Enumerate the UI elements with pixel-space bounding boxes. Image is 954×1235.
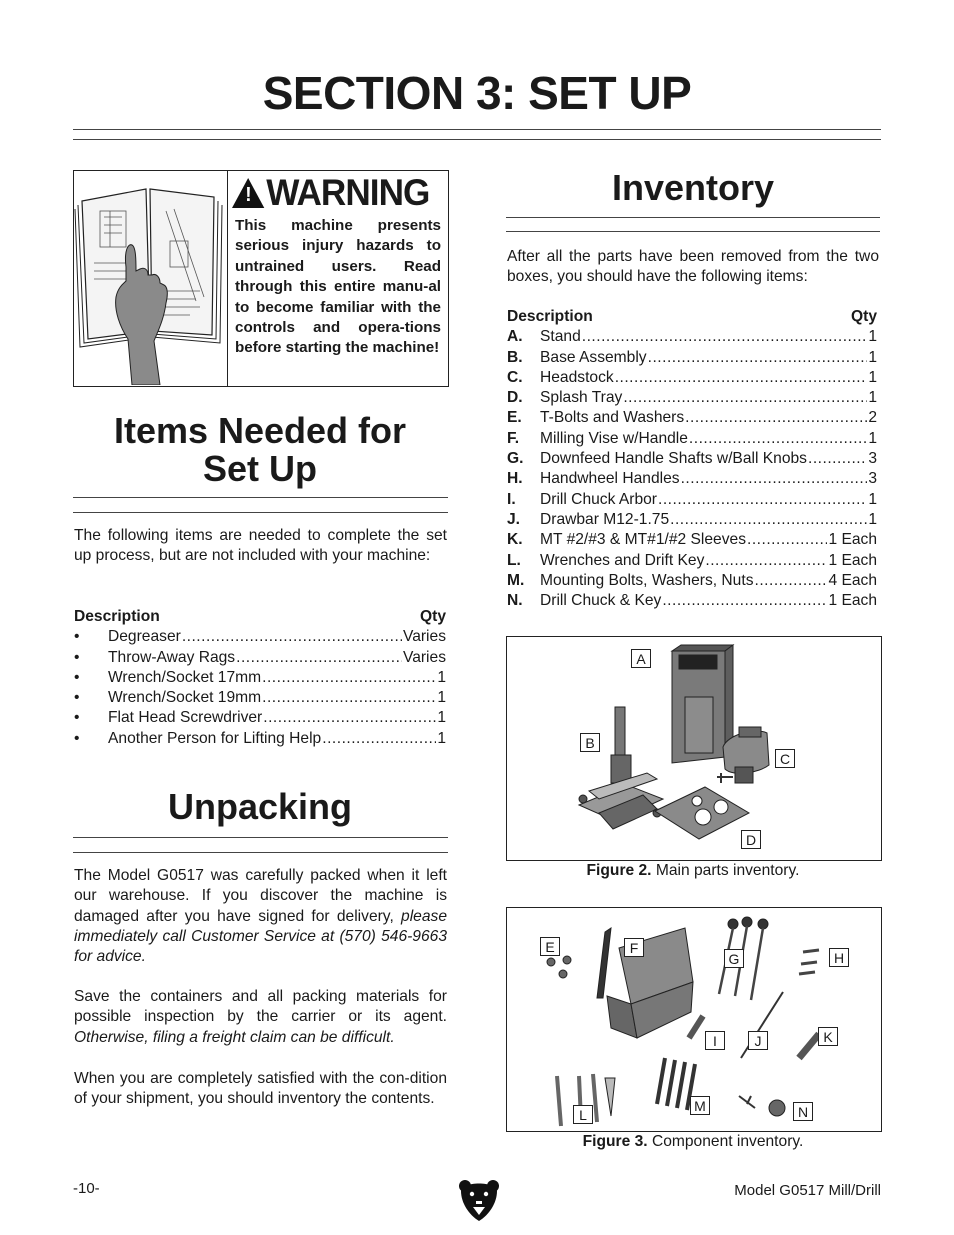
bullet: • xyxy=(74,709,80,727)
unpacking-p2-text: Save the containers and all packing materials for possible inspection by the carrier or its agent. xyxy=(74,988,447,1026)
item-letter: M. xyxy=(507,571,525,589)
item-name: T-Bolts and Washers xyxy=(540,409,685,427)
figure-2-caption xyxy=(506,862,880,880)
item-name: Wrench/Socket 17mm xyxy=(108,668,262,686)
figure-3-tag-h: H xyxy=(829,948,849,967)
inventory-row xyxy=(507,449,877,469)
inventory-intro: After all the parts have been removed from the two boxes, you should have the following items: xyxy=(507,248,879,286)
item-letter: E. xyxy=(507,409,522,427)
unpacking-heading: Unpacking xyxy=(167,786,353,827)
inventory-row xyxy=(507,388,877,408)
item-name: Degreaser xyxy=(108,628,181,646)
dot-leader xyxy=(623,388,867,408)
item-qty: 1 xyxy=(868,328,877,346)
item-name: Drill Chuck Arbor xyxy=(540,490,657,508)
dot-leader xyxy=(615,368,868,388)
inventory-row xyxy=(507,490,877,510)
unpacking-p1-italic: please immediately call Customer Service at (570) 546-9663 for advice. xyxy=(74,907,447,966)
unpacking-paragraph-1 xyxy=(74,866,447,967)
dot-leader xyxy=(662,591,827,611)
dot-leader xyxy=(705,551,827,571)
item-letter: K. xyxy=(507,531,523,549)
item-letter: B. xyxy=(507,348,523,366)
item-name: Mounting Bolts, Washers, Nuts xyxy=(540,571,754,589)
bullet: • xyxy=(74,729,80,747)
item-name: Drill Chuck & Key xyxy=(540,592,662,610)
items-needed-intro: The following items are needed to complete the set up process, but are not included with your machine: xyxy=(74,527,447,565)
inventory-row xyxy=(507,591,877,611)
inventory-list xyxy=(507,307,877,611)
item-letter: A. xyxy=(507,328,523,346)
inventory-row xyxy=(507,327,877,347)
items-needed-row xyxy=(74,729,446,749)
dot-leader xyxy=(648,348,868,368)
items-needed-col-qty: Qty xyxy=(420,608,446,625)
item-name: Drawbar M12-1.75 xyxy=(540,510,670,528)
figure-2-label: Figure 2. xyxy=(586,862,652,879)
inventory-row xyxy=(507,469,877,489)
dot-leader xyxy=(236,648,402,668)
item-qty: 1 xyxy=(868,389,877,407)
dot-leader xyxy=(262,668,436,688)
items-needed-heading-line1: Items Needed for xyxy=(113,410,407,451)
item-name: MT #2/#3 & MT#1/#2 Sleeves xyxy=(540,531,747,549)
unpacking-p1-text: The Model G0517 was carefully packed when it left our warehouse. If you discover the machine is damaged after you have signed for delivery, xyxy=(74,867,447,925)
item-qty: 1 xyxy=(437,689,446,707)
item-letter: D. xyxy=(507,389,523,407)
figure-2-tag-a: A xyxy=(631,649,651,668)
bullet: • xyxy=(74,628,80,646)
dot-leader xyxy=(670,510,867,530)
figure-3-tag-e: E xyxy=(540,937,560,956)
item-qty: 4 Each xyxy=(828,571,877,589)
bullet: • xyxy=(74,648,80,666)
items-needed-rule-1 xyxy=(73,497,448,498)
dot-leader xyxy=(322,729,436,749)
item-letter: C. xyxy=(507,368,523,386)
item-qty: 1 xyxy=(437,729,446,747)
inventory-row xyxy=(507,348,877,368)
unpacking-paragraph-2 xyxy=(74,987,447,1048)
dot-leader xyxy=(262,688,436,708)
item-name: Flat Head Screwdriver xyxy=(108,709,263,727)
inventory-row xyxy=(507,551,877,571)
inventory-row xyxy=(507,530,877,550)
item-name: Throw-Away Rags xyxy=(108,648,236,666)
figure-2-tag-d: D xyxy=(741,830,761,849)
items-needed-list xyxy=(74,607,446,749)
inventory-row xyxy=(507,571,877,591)
warning-divider xyxy=(227,170,228,386)
warning-title xyxy=(232,172,433,214)
item-name: Downfeed Handle Shafts w/Ball Knobs xyxy=(540,450,807,468)
items-needed-row xyxy=(74,648,446,668)
title-rule-bottom xyxy=(73,139,881,140)
inventory-col-qty: Qty xyxy=(851,308,877,325)
item-qty: 1 Each xyxy=(828,531,877,549)
dot-leader xyxy=(755,571,828,591)
item-name: Stand xyxy=(540,328,581,346)
unpacking-rule-2 xyxy=(73,852,448,853)
unpacking-paragraph-3: When you are completely satisfied with the con-dition of your shipment, you should inventory the contents. xyxy=(74,1070,447,1108)
item-name: Wrench/Socket 19mm xyxy=(108,689,262,707)
title-rule-top xyxy=(73,129,881,130)
figure-3-caption xyxy=(506,1133,880,1151)
item-qty: Varies xyxy=(402,648,446,666)
figure-3-tag-k: K xyxy=(818,1027,838,1046)
item-qty: 1 xyxy=(868,510,877,528)
item-name: Another Person for Lifting Help xyxy=(108,729,322,747)
figure-3-caption-text: Component inventory. xyxy=(647,1133,804,1150)
figure-2-caption-text: Main parts inventory. xyxy=(651,862,800,879)
item-letter: F. xyxy=(507,429,520,447)
items-needed-header xyxy=(74,607,446,627)
item-letter: G. xyxy=(507,450,524,468)
inventory-row xyxy=(507,408,877,428)
figure-3-tag-j: J xyxy=(748,1031,768,1050)
dot-leader xyxy=(658,490,867,510)
item-qty: 1 Each xyxy=(828,592,877,610)
main-parts-illustration xyxy=(507,637,881,860)
item-name: Handwheel Handles xyxy=(540,470,680,488)
item-qty: 1 xyxy=(437,709,446,727)
unpacking-rule-1 xyxy=(73,837,448,838)
item-qty: 1 xyxy=(868,368,877,386)
items-needed-row xyxy=(74,708,446,728)
bear-logo-icon xyxy=(457,1177,501,1223)
item-name: Base Assembly xyxy=(540,348,647,366)
figure-2-main-parts xyxy=(506,636,882,861)
item-letter: N. xyxy=(507,592,523,610)
figure-3-components xyxy=(506,907,882,1132)
item-name: Milling Vise w/Handle xyxy=(540,429,688,447)
item-qty: 1 xyxy=(868,429,877,447)
figure-3-label: Figure 3. xyxy=(582,1133,648,1150)
figure-3-tag-g: G xyxy=(724,949,744,968)
dot-leader xyxy=(582,327,868,347)
item-qty: 3 xyxy=(868,450,877,468)
inventory-row xyxy=(507,368,877,388)
items-needed-heading-line2: Set Up xyxy=(202,448,317,489)
item-letter: L. xyxy=(507,551,521,569)
item-qty: 1 xyxy=(868,348,877,366)
inventory-heading: Inventory xyxy=(611,167,775,208)
item-qty: 2 xyxy=(868,409,877,427)
item-name: Wrenches and Drift Key xyxy=(540,551,705,569)
inventory-row xyxy=(507,429,877,449)
items-needed-row xyxy=(74,688,446,708)
item-qty: 1 Each xyxy=(828,551,877,569)
page-number: -10- xyxy=(73,1180,100,1197)
figure-3-tag-m: M xyxy=(690,1096,710,1115)
items-needed-heading xyxy=(73,412,447,488)
item-qty: 1 xyxy=(868,490,877,508)
item-name: Splash Tray xyxy=(540,389,623,407)
dot-leader xyxy=(685,408,867,428)
items-needed-row xyxy=(74,668,446,688)
item-qty: Varies xyxy=(402,628,446,646)
bullet: • xyxy=(74,668,80,686)
section-title: SECTION 3: SET UP xyxy=(262,67,692,119)
inventory-rule-1 xyxy=(506,217,880,218)
item-letter: I. xyxy=(507,490,516,508)
dot-leader xyxy=(689,429,867,449)
items-needed-rule-2 xyxy=(73,512,448,513)
items-needed-row xyxy=(74,627,446,647)
item-letter: J. xyxy=(507,510,521,528)
figure-3-tag-l: L xyxy=(573,1105,593,1124)
dot-leader xyxy=(747,530,827,550)
item-qty: 1 xyxy=(437,668,446,686)
items-needed-col-description: Description xyxy=(74,608,160,625)
manual-hand-illustration xyxy=(74,171,227,385)
inventory-col-description: Description xyxy=(507,308,593,325)
figure-3-tag-i: I xyxy=(705,1031,725,1050)
figure-3-tag-f: F xyxy=(624,938,644,957)
inventory-header xyxy=(507,307,877,327)
inventory-rule-2 xyxy=(506,231,880,232)
inventory-row xyxy=(507,510,877,530)
dot-leader xyxy=(182,627,402,647)
model-footer: Model G0517 Mill/Drill xyxy=(734,1182,881,1199)
item-name: Headstock xyxy=(540,368,614,386)
warning-title-text: WARNING xyxy=(266,172,430,213)
figure-2-tag-c: C xyxy=(775,749,795,768)
item-qty: 3 xyxy=(868,470,877,488)
figure-3-tag-n: N xyxy=(793,1102,813,1121)
figure-2-tag-b: B xyxy=(580,733,600,752)
warning-triangle-icon: ! xyxy=(232,178,264,208)
dot-leader xyxy=(681,469,868,489)
dot-leader xyxy=(263,708,436,728)
warning-text: This machine presents serious injury hazards to untrained users. Read through this entire manu-al to become familiar with the controls and opera-tions before starting the machine! xyxy=(235,217,441,357)
bullet: • xyxy=(74,689,80,707)
unpacking-p2-italic: Otherwise, filing a freight claim can be difficult. xyxy=(74,1028,395,1046)
dot-leader xyxy=(808,449,867,469)
item-letter: H. xyxy=(507,470,523,488)
